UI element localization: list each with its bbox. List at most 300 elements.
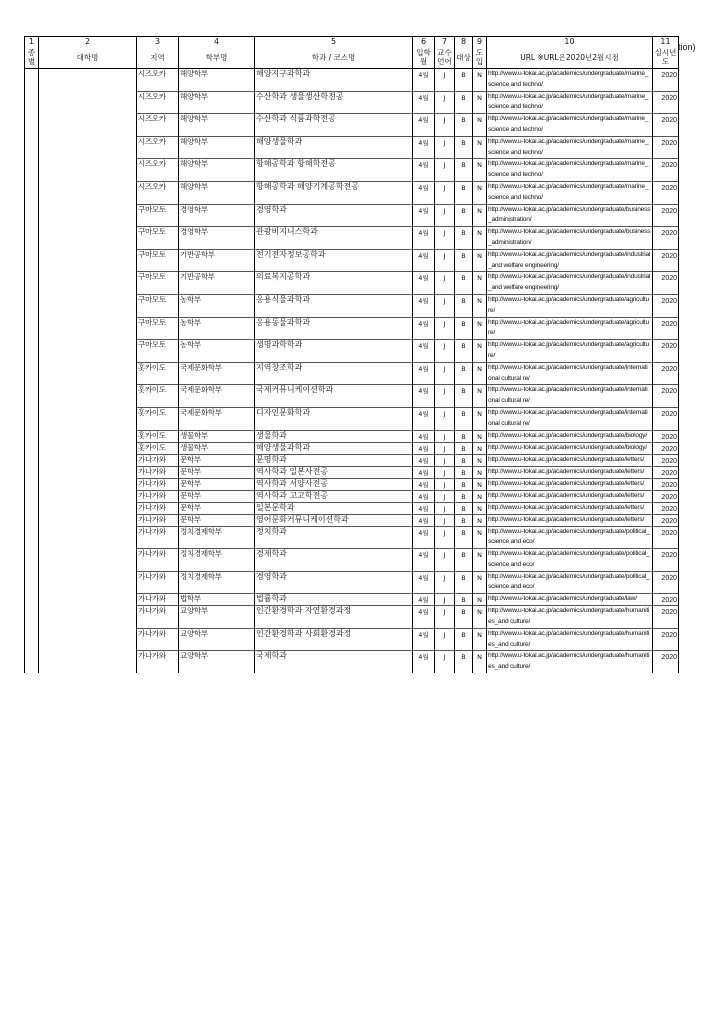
month-cell: 4월	[413, 136, 435, 159]
year-cell: 2020	[653, 490, 679, 502]
department-cell: 수산학과 생물생산학전공	[255, 91, 413, 114]
table-row	[25, 362, 679, 385]
year-cell: 2020	[653, 340, 679, 363]
region-cell: 홋카이도	[137, 407, 179, 430]
table-header	[25, 37, 679, 69]
col-num-faculty: 4	[179, 37, 255, 47]
target-cell: B	[455, 91, 473, 114]
year-cell: 2020	[653, 159, 679, 182]
month-cell: 4월	[413, 466, 435, 478]
type-cell	[25, 478, 39, 490]
url-cell: http://www.u-tokai.ac.jp/academics/undergraduate/humanities_and culture/	[487, 606, 653, 629]
table-row	[25, 249, 679, 272]
region-cell: 홋카이도	[137, 385, 179, 408]
year-cell: 2020	[653, 430, 679, 442]
target-cell: B	[455, 628, 473, 651]
university-cell	[39, 594, 137, 606]
table-row	[25, 651, 679, 673]
department-cell: 법률학과	[255, 594, 413, 606]
table-row	[25, 430, 679, 442]
month-cell: 4월	[413, 502, 435, 514]
year-cell: 2020	[653, 294, 679, 317]
year-cell: 2020	[653, 204, 679, 227]
intro-cell: N	[473, 227, 487, 250]
faculty-cell: 농학부	[179, 317, 255, 340]
language-cell: J	[435, 594, 455, 606]
department-cell: 국제커뮤니케이션학과	[255, 385, 413, 408]
url-cell: http://www.u-tokai.ac.jp/academics/undergraduate/marine_science and techno/	[487, 136, 653, 159]
month-cell: 4월	[413, 606, 435, 629]
url-cell: http://www.u-tokai.ac.jp/academics/undergraduate/international cultural re/	[487, 407, 653, 430]
language-cell: J	[435, 606, 455, 629]
region-cell: 가나가와	[137, 466, 179, 478]
university-cell	[39, 91, 137, 114]
university-cell	[39, 526, 137, 549]
university-cell	[39, 340, 137, 363]
url-cell: http://www.u-tokai.ac.jp/academics/undergraduate/political_science and eco/	[487, 549, 653, 572]
language-cell: J	[435, 490, 455, 502]
target-cell: B	[455, 549, 473, 572]
region-cell: 가나가와	[137, 594, 179, 606]
department-cell: 생명과학학과	[255, 340, 413, 363]
region-cell: 구마모토	[137, 294, 179, 317]
table-row	[25, 594, 679, 606]
intro-cell: N	[473, 514, 487, 526]
language-cell: J	[435, 502, 455, 514]
language-cell: J	[435, 526, 455, 549]
region-cell: 가나가와	[137, 514, 179, 526]
department-cell: 관광비지니스학과	[255, 227, 413, 250]
faculty-cell: 국제문화학부	[179, 407, 255, 430]
faculty-cell: 문학부	[179, 514, 255, 526]
year-cell: 2020	[653, 651, 679, 673]
year-cell: 2020	[653, 549, 679, 572]
col-faculty-header: 학부명	[179, 46, 255, 69]
table-row	[25, 442, 679, 454]
type-cell	[25, 549, 39, 572]
university-program-sheet	[24, 36, 678, 673]
year-cell: 2020	[653, 91, 679, 114]
type-cell	[25, 571, 39, 594]
month-cell: 4월	[413, 91, 435, 114]
intro-cell: N	[473, 136, 487, 159]
language-cell: J	[435, 466, 455, 478]
intro-cell: N	[473, 490, 487, 502]
language-cell: J	[435, 628, 455, 651]
region-cell: 시즈오카	[137, 91, 179, 114]
language-cell: J	[435, 340, 455, 363]
table-row	[25, 340, 679, 363]
language-cell: J	[435, 159, 455, 182]
year-cell: 2020	[653, 272, 679, 295]
url-cell: http://www.u-tokai.ac.jp/academics/undergraduate/industrial_and welfare engineering/	[487, 272, 653, 295]
faculty-cell: 해양학부	[179, 136, 255, 159]
language-cell: J	[435, 294, 455, 317]
month-cell: 4월	[413, 204, 435, 227]
department-cell: 디자인문화학과	[255, 407, 413, 430]
type-cell	[25, 502, 39, 514]
language-cell: J	[435, 204, 455, 227]
target-cell: B	[455, 514, 473, 526]
university-cell	[39, 317, 137, 340]
university-cell	[39, 454, 137, 466]
faculty-cell: 문학부	[179, 454, 255, 466]
col-num-target: 8	[455, 37, 473, 47]
type-cell	[25, 454, 39, 466]
region-cell: 가나가와	[137, 606, 179, 629]
region-cell: 가나가와	[137, 526, 179, 549]
col-num-url: 10	[487, 37, 653, 47]
type-cell	[25, 466, 39, 478]
region-cell: 가나가와	[137, 502, 179, 514]
intro-cell: N	[473, 526, 487, 549]
year-cell: 2020	[653, 514, 679, 526]
region-cell: 구마모토	[137, 340, 179, 363]
table-row	[25, 385, 679, 408]
target-cell: B	[455, 317, 473, 340]
month-cell: 4월	[413, 249, 435, 272]
table-row	[25, 549, 679, 572]
type-cell	[25, 91, 39, 114]
department-cell: 의료복지공학과	[255, 272, 413, 295]
department-cell: 해양지구과학과	[255, 69, 413, 92]
table-row	[25, 606, 679, 629]
language-cell: J	[435, 272, 455, 295]
faculty-cell: 문학부	[179, 466, 255, 478]
region-cell: 홋카이도	[137, 442, 179, 454]
year-cell: 2020	[653, 227, 679, 250]
type-cell	[25, 114, 39, 137]
target-cell: B	[455, 294, 473, 317]
language-cell: J	[435, 136, 455, 159]
url-cell: http://www.u-tokai.ac.jp/academics/undergraduate/business_administration/	[487, 227, 653, 250]
year-cell: 2020	[653, 466, 679, 478]
url-cell: http://www.u-tokai.ac.jp/academics/undergraduate/agriculture/	[487, 294, 653, 317]
table-body	[25, 69, 679, 674]
language-cell: J	[435, 181, 455, 204]
year-cell: 2020	[653, 181, 679, 204]
region-cell: 가나가와	[137, 490, 179, 502]
target-cell: B	[455, 340, 473, 363]
month-cell: 4월	[413, 69, 435, 92]
type-cell	[25, 526, 39, 549]
url-cell: http://www.u-tokai.ac.jp/academics/undergraduate/marine_science and techno/	[487, 69, 653, 92]
url-cell: http://www.u-tokai.ac.jp/academics/undergraduate/marine_science and techno/	[487, 91, 653, 114]
type-cell	[25, 181, 39, 204]
intro-cell: N	[473, 478, 487, 490]
language-cell: J	[435, 317, 455, 340]
type-cell	[25, 317, 39, 340]
type-cell	[25, 442, 39, 454]
url-cell: http://www.u-tokai.ac.jp/academics/undergraduate/international cultural re/	[487, 385, 653, 408]
clipped-header-text: tion)	[678, 42, 696, 52]
region-cell: 가나가와	[137, 549, 179, 572]
table-row	[25, 181, 679, 204]
department-cell: 생물학과	[255, 430, 413, 442]
month-cell: 4월	[413, 549, 435, 572]
intro-cell: N	[473, 571, 487, 594]
faculty-cell: 해양학부	[179, 69, 255, 92]
target-cell: B	[455, 407, 473, 430]
target-cell: B	[455, 159, 473, 182]
department-cell: 영어문화커뮤니케이션학과	[255, 514, 413, 526]
target-cell: B	[455, 272, 473, 295]
month-cell: 4월	[413, 430, 435, 442]
type-cell	[25, 490, 39, 502]
faculty-cell: 국제문화학부	[179, 385, 255, 408]
year-cell: 2020	[653, 526, 679, 549]
language-cell: J	[435, 571, 455, 594]
department-cell: 전기전자정보공학과	[255, 249, 413, 272]
col-target-header: 대상	[455, 46, 473, 69]
intro-cell: N	[473, 407, 487, 430]
url-cell: http://www.u-tokai.ac.jp/academics/undergraduate/political_science and eco/	[487, 571, 653, 594]
type-cell	[25, 136, 39, 159]
university-cell	[39, 69, 137, 92]
url-cell: http://www.u-tokai.ac.jp/academics/undergraduate/international cultural re/	[487, 362, 653, 385]
language-cell: J	[435, 227, 455, 250]
table-row	[25, 526, 679, 549]
year-cell: 2020	[653, 502, 679, 514]
language-cell: J	[435, 69, 455, 92]
language-cell: J	[435, 249, 455, 272]
month-cell: 4월	[413, 385, 435, 408]
language-cell: J	[435, 362, 455, 385]
faculty-cell: 기반공학부	[179, 272, 255, 295]
year-cell: 2020	[653, 442, 679, 454]
year-cell: 2020	[653, 362, 679, 385]
url-cell: http://www.u-tokai.ac.jp/academics/undergraduate/letters/	[487, 454, 653, 466]
university-cell	[39, 606, 137, 629]
year-cell: 2020	[653, 136, 679, 159]
target-cell: B	[455, 69, 473, 92]
language-cell: J	[435, 91, 455, 114]
faculty-cell: 농학부	[179, 340, 255, 363]
col-num-language: 7	[435, 37, 455, 47]
intro-cell: N	[473, 362, 487, 385]
faculty-cell: 교양학부	[179, 651, 255, 673]
faculty-cell: 경영학부	[179, 227, 255, 250]
target-cell: B	[455, 526, 473, 549]
year-cell: 2020	[653, 249, 679, 272]
university-cell	[39, 430, 137, 442]
url-cell: http://www.u-tokai.ac.jp/academics/undergraduate/letters/	[487, 478, 653, 490]
year-cell: 2020	[653, 454, 679, 466]
university-cell	[39, 181, 137, 204]
university-cell	[39, 227, 137, 250]
intro-cell: N	[473, 502, 487, 514]
url-cell: http://www.u-tokai.ac.jp/academics/undergraduate/industrial_and welfare engineering/	[487, 249, 653, 272]
type-cell	[25, 606, 39, 629]
region-cell: 시즈오카	[137, 114, 179, 137]
faculty-cell: 경영학부	[179, 204, 255, 227]
col-num-region: 3	[137, 37, 179, 47]
university-cell	[39, 136, 137, 159]
table-row	[25, 114, 679, 137]
department-cell: 정치학과	[255, 526, 413, 549]
table-row	[25, 136, 679, 159]
university-cell	[39, 204, 137, 227]
region-cell: 가나가와	[137, 478, 179, 490]
region-cell: 홋카이도	[137, 362, 179, 385]
department-cell: 응용식물과학과	[255, 294, 413, 317]
target-cell: B	[455, 606, 473, 629]
type-cell	[25, 385, 39, 408]
target-cell: B	[455, 594, 473, 606]
table-row	[25, 294, 679, 317]
month-cell: 4월	[413, 272, 435, 295]
department-cell: 문명학과	[255, 454, 413, 466]
region-cell: 가나가와	[137, 454, 179, 466]
department-cell: 역사학과 일본사전공	[255, 466, 413, 478]
university-cell	[39, 159, 137, 182]
table-row	[25, 159, 679, 182]
language-cell: J	[435, 651, 455, 673]
intro-cell: N	[473, 454, 487, 466]
type-cell	[25, 249, 39, 272]
department-cell: 인간환경학과 자연환경과정	[255, 606, 413, 629]
region-cell: 가나가와	[137, 628, 179, 651]
department-cell: 응용동물과학과	[255, 317, 413, 340]
department-cell: 지역창조학과	[255, 362, 413, 385]
table-row	[25, 466, 679, 478]
region-cell: 가나가와	[137, 651, 179, 673]
month-cell: 4월	[413, 362, 435, 385]
url-cell: http://www.u-tokai.ac.jp/academics/undergraduate/biology/	[487, 442, 653, 454]
language-cell: J	[435, 478, 455, 490]
url-cell: http://www.u-tokai.ac.jp/academics/undergraduate/agriculture/	[487, 317, 653, 340]
url-cell: http://www.u-tokai.ac.jp/academics/undergraduate/humanities_and culture/	[487, 628, 653, 651]
university-cell	[39, 249, 137, 272]
month-cell: 4월	[413, 114, 435, 137]
university-cell	[39, 651, 137, 673]
table-row	[25, 204, 679, 227]
type-cell	[25, 159, 39, 182]
table-row	[25, 454, 679, 466]
target-cell: B	[455, 114, 473, 137]
faculty-cell: 정치경제학부	[179, 549, 255, 572]
faculty-cell: 해양학부	[179, 114, 255, 137]
col-language-header: 교수언어	[435, 46, 455, 69]
year-cell: 2020	[653, 606, 679, 629]
col-num-intro: 9	[473, 37, 487, 47]
intro-cell: N	[473, 651, 487, 673]
table-row	[25, 91, 679, 114]
university-cell	[39, 385, 137, 408]
target-cell: B	[455, 204, 473, 227]
language-cell: J	[435, 385, 455, 408]
department-cell: 경제학과	[255, 549, 413, 572]
intro-cell: N	[473, 159, 487, 182]
faculty-cell: 해양학부	[179, 159, 255, 182]
target-cell: B	[455, 651, 473, 673]
month-cell: 4월	[413, 651, 435, 673]
language-cell: J	[435, 114, 455, 137]
region-cell: 시즈오카	[137, 136, 179, 159]
type-cell	[25, 628, 39, 651]
month-cell: 4월	[413, 594, 435, 606]
url-cell: http://www.u-tokai.ac.jp/academics/undergraduate/letters/	[487, 466, 653, 478]
region-cell: 가나가와	[137, 571, 179, 594]
col-url-header: URL ※URL은2020년2월시점	[487, 46, 653, 69]
col-num-year: 11	[653, 37, 679, 47]
target-cell: B	[455, 430, 473, 442]
year-cell: 2020	[653, 385, 679, 408]
university-cell	[39, 442, 137, 454]
url-cell: http://www.u-tokai.ac.jp/academics/undergraduate/marine_science and techno/	[487, 181, 653, 204]
month-cell: 4월	[413, 628, 435, 651]
university-cell	[39, 407, 137, 430]
language-cell: J	[435, 549, 455, 572]
intro-cell: N	[473, 69, 487, 92]
type-cell	[25, 204, 39, 227]
region-cell: 구마모토	[137, 227, 179, 250]
table-row	[25, 490, 679, 502]
month-cell: 4월	[413, 442, 435, 454]
year-cell: 2020	[653, 571, 679, 594]
intro-cell: N	[473, 91, 487, 114]
intro-cell: N	[473, 204, 487, 227]
department-cell: 수산학과 식품과학전공	[255, 114, 413, 137]
faculty-cell: 생물학부	[179, 430, 255, 442]
month-cell: 4월	[413, 159, 435, 182]
col-type-header: 종별	[25, 46, 39, 69]
month-cell: 4월	[413, 294, 435, 317]
faculty-cell: 정치경제학부	[179, 571, 255, 594]
region-cell: 홋카이도	[137, 430, 179, 442]
table-row	[25, 272, 679, 295]
col-num-type: 1	[25, 37, 39, 47]
intro-cell: N	[473, 181, 487, 204]
intro-cell: N	[473, 549, 487, 572]
year-cell: 2020	[653, 407, 679, 430]
year-cell: 2020	[653, 114, 679, 137]
year-cell: 2020	[653, 594, 679, 606]
col-num-department: 5	[255, 37, 413, 47]
region-cell: 구마모토	[137, 204, 179, 227]
url-cell: http://www.u-tokai.ac.jp/academics/undergraduate/marine_science and techno/	[487, 114, 653, 137]
faculty-cell: 해양학부	[179, 91, 255, 114]
target-cell: B	[455, 249, 473, 272]
region-cell: 시즈오카	[137, 69, 179, 92]
url-cell: http://www.u-tokai.ac.jp/academics/undergraduate/political_science and eco/	[487, 526, 653, 549]
col-num-month: 6	[413, 37, 435, 47]
department-cell: 역사학과 고고학전공	[255, 490, 413, 502]
intro-cell: N	[473, 606, 487, 629]
university-cell	[39, 571, 137, 594]
type-cell	[25, 430, 39, 442]
intro-cell: N	[473, 430, 487, 442]
faculty-cell: 교양학부	[179, 606, 255, 629]
url-cell: http://www.u-tokai.ac.jp/academics/undergraduate/letters/	[487, 490, 653, 502]
col-month-header: 입학월	[413, 46, 435, 69]
table-row	[25, 317, 679, 340]
faculty-cell: 법학부	[179, 594, 255, 606]
table-row	[25, 514, 679, 526]
intro-cell: N	[473, 628, 487, 651]
university-cell	[39, 272, 137, 295]
month-cell: 4월	[413, 454, 435, 466]
department-cell: 역사학과 서양사전공	[255, 478, 413, 490]
region-cell: 구마모토	[137, 272, 179, 295]
faculty-cell: 농학부	[179, 294, 255, 317]
table-row	[25, 407, 679, 430]
month-cell: 4월	[413, 227, 435, 250]
faculty-cell: 생물학부	[179, 442, 255, 454]
language-cell: J	[435, 430, 455, 442]
region-cell: 구마모토	[137, 249, 179, 272]
university-cell	[39, 362, 137, 385]
